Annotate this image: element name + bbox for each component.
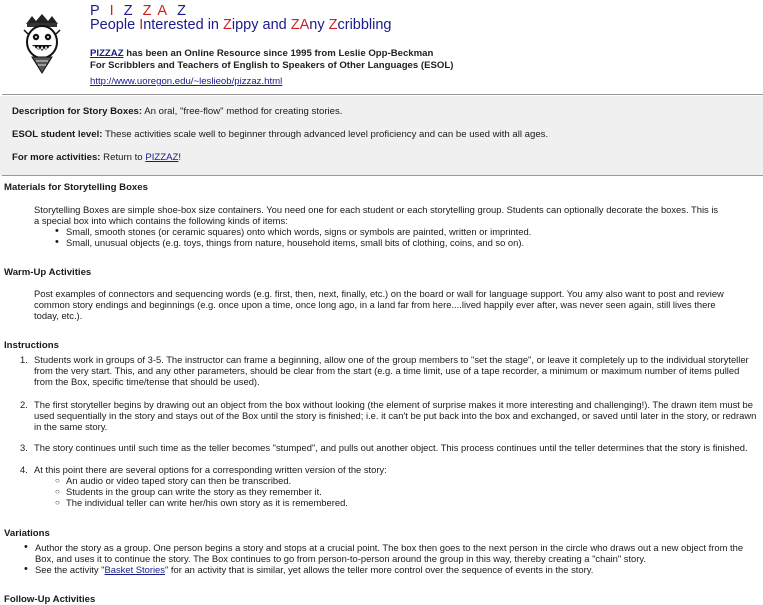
brand-letter: Z xyxy=(123,3,139,19)
site-url-link[interactable]: http://www.uoregon.edu/~leslieob/pizzaz.html xyxy=(90,76,283,87)
brand-letter: P xyxy=(90,3,106,19)
tagline-part: eople xyxy=(99,17,140,33)
description-label: Description for Story Boxes: xyxy=(12,106,143,117)
variations-heading: Variations xyxy=(4,528,50,539)
step-line: from the very start. This, and any other parameters, should be clear from the start (e.g. a time limit, use of a tape recorder, a minimum or maximum number of items pulled xyxy=(34,365,740,377)
tagline-part: ippy and xyxy=(231,17,291,33)
about-line-1: has been an Online Resource since 1995 from Leslie Opp-Beckman xyxy=(123,48,434,59)
variation-line: • Author the story as a group. One person begins a story and stops at a crucial point. The box then goes to the next person in the circle who draws out a new object from the xyxy=(35,542,744,553)
brand-letter: ZA xyxy=(142,3,174,19)
instructions-heading: Instructions xyxy=(4,340,59,351)
variation-line: Box, and uses it to continue the story. The Box continues to go from person-to-person around the group in this way, thereby creating a "chain" story. xyxy=(35,553,646,565)
tagline-part: I xyxy=(139,17,144,33)
written-options-list xyxy=(53,475,348,508)
more-end: ! xyxy=(178,152,182,163)
return-pizzaz-link[interactable]: PIZZAZ xyxy=(145,152,179,163)
list-item: ○ The individual teller can write her/his own story as it is remembered. xyxy=(53,497,348,508)
list-item: ○ An audio or video taped story can then be transcribed. xyxy=(53,475,348,486)
materials-heading: Materials for Storytelling Boxes xyxy=(4,182,148,193)
list-item: • Small, unusual objects (e.g. toys, things from nature, household items, small bits of clothing, coins, and so on). xyxy=(53,237,531,248)
pizzaz-tagline xyxy=(90,17,391,34)
materials-list xyxy=(53,226,531,248)
more-activities-row xyxy=(12,152,181,163)
info-divider xyxy=(2,175,763,176)
header-divider xyxy=(2,94,763,95)
level-row xyxy=(12,129,548,140)
pizzaz-home-link[interactable]: PIZZAZ xyxy=(90,48,124,59)
materials-line-2: a special box into which contains the following kinds of items: xyxy=(34,215,288,226)
tagline-part: Z xyxy=(328,17,338,33)
step-line: Students work in groups of 3-5. The instructor can frame a beginning, allow one of the group members to "set the stage", or leave it completely up to the individual storyteller xyxy=(34,354,749,365)
tagline-part: cribbling xyxy=(337,17,392,33)
tagline-part: ZA xyxy=(290,17,310,33)
pizzaz-mascot-logo xyxy=(22,12,62,76)
step-line: from the Box, specific time/tense that should be used). xyxy=(34,376,260,388)
about-pizzaz xyxy=(90,48,453,72)
list-item xyxy=(22,542,762,564)
step-number: 1. xyxy=(20,354,28,365)
variation-2-pre: See the activity " xyxy=(35,564,105,576)
warmup-heading: Warm-Up Activities xyxy=(4,267,92,278)
list-item xyxy=(22,564,762,575)
activity-info-box xyxy=(0,96,763,176)
step-line: The story continues until such time as the teller becomes "stumped", and pulls out another object. This process continues until the teller determines that the story is finished. xyxy=(34,442,748,453)
about-line-2: For Scribblers and Teachers of English to Speakers of Other Languages (ESOL) xyxy=(90,60,454,71)
description-row xyxy=(12,106,342,117)
step-line: At this point there are several options for a corresponding written version of the story: xyxy=(34,464,387,475)
list-item: ○ Students in the group can write the story as they remember it. xyxy=(53,486,348,497)
step-line: in the same story. xyxy=(34,421,108,433)
brand-letter: Z xyxy=(177,3,192,19)
step-line: used sequentially in the story and stays out of the Box until the story is finished; i.e. it can't be put back into the box and exchanged, or saved until later in the story, or redrawn xyxy=(34,410,757,422)
brand-letter: I xyxy=(109,3,120,19)
step-number: 3. xyxy=(20,442,28,453)
level-text: These activities scale well to beginner through advanced level proficiency and can be used with all ages. xyxy=(102,129,549,140)
more-text: Return to xyxy=(100,152,146,163)
materials-line-1: Storytelling Boxes are simple shoe-box size containers. You need one for each student or each storytelling group. Students can optionally decorate the boxes. This is xyxy=(34,204,719,215)
variation-2-post: " for an activity that is similar, yet allows the teller more control over the sequence of events in the story. xyxy=(164,564,594,576)
warmup-line-3: today, etc.). xyxy=(34,310,83,321)
basket-stories-link[interactable]: Basket Stories xyxy=(104,564,165,576)
step-number: 2. xyxy=(20,399,28,410)
tagline-part: ny xyxy=(309,17,329,33)
level-label: ESOL student level: xyxy=(12,129,103,140)
tagline-part: nterested in xyxy=(143,17,224,33)
variations-list xyxy=(22,542,762,575)
step-number: 4. xyxy=(20,464,28,475)
tagline-part: P xyxy=(90,17,100,33)
step-line: The first storyteller begins by drawing out an object from the box without looking (the element of surprise makes it more interesting and challenging!). The drawn item must be xyxy=(34,399,753,410)
list-item: • Small, smooth stones (or ceramic squares) onto which words, signs or symbols are painted, written or imprinted. xyxy=(53,226,531,237)
warmup-line-1: Post examples of connectors and sequencing words (e.g. first, then, next, finally, etc.) on the board or wall for language support. You amy also want to post and review xyxy=(34,288,724,299)
page-header xyxy=(0,0,763,95)
description-text: An oral, "free-flow" method for creating stories. xyxy=(142,106,343,117)
tagline-part: Z xyxy=(223,17,232,33)
warmup-line-2: common story endings and beginnings (e.g. once upon a time, once long ago, in a land far from here....lived happily ever after, was never seen again, still lives there xyxy=(34,299,716,310)
followup-heading: Follow-Up Activities xyxy=(4,594,96,605)
more-label: For more activities: xyxy=(12,152,101,163)
